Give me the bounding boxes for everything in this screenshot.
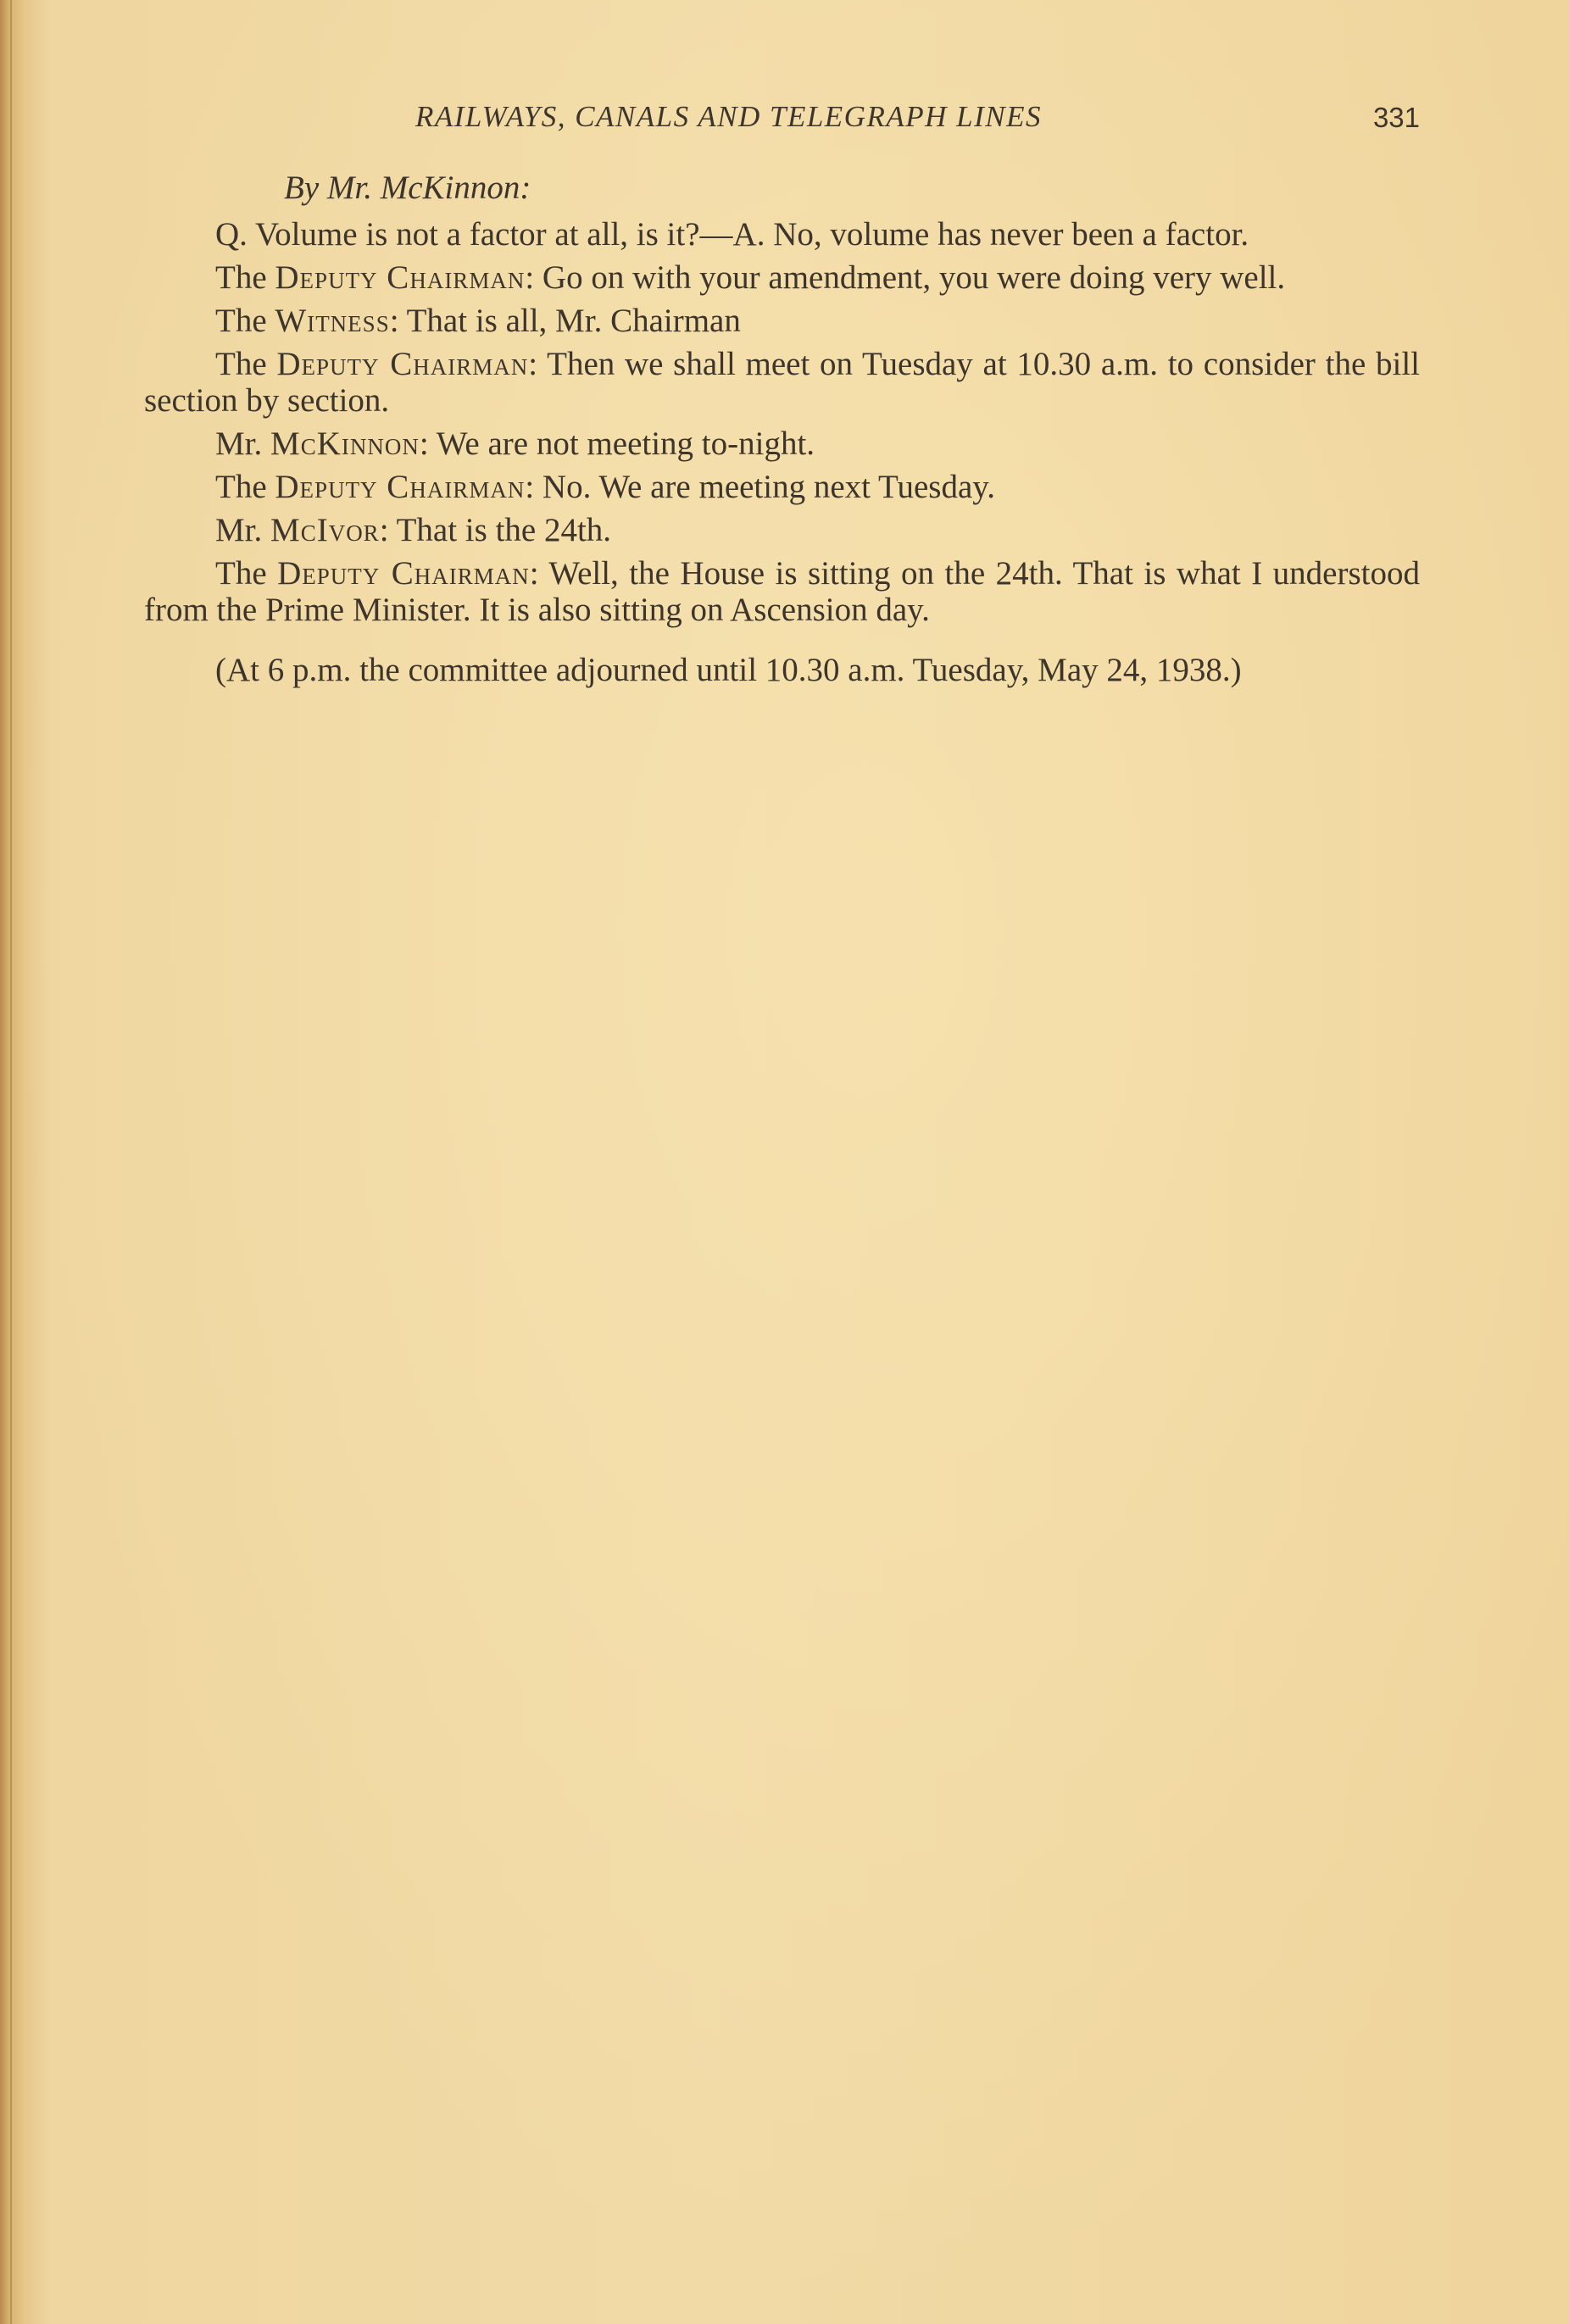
paragraph-mckinnon <box>144 425 1420 462</box>
speaker-lead: Mr. <box>215 512 271 548</box>
page-header <box>144 100 1420 151</box>
paragraph-text: Q. Volume is not a factor at all, is it?—A. No, volume has never been a factor. <box>215 216 1249 253</box>
paragraph-text: : Then we shall meet on Tuesday at 10.30 a.m. to consider the bill section by section. <box>144 346 1420 419</box>
paragraph-text: : Go on with your amendment, you were doing very well. <box>525 259 1286 296</box>
speaker-name: McIvor <box>270 512 380 548</box>
paragraph-deputy-chairman-1 <box>144 259 1420 296</box>
speaker-lead: The <box>215 469 275 505</box>
running-title: RAILWAYS, CANALS AND TELEGRAPH LINES <box>415 100 1042 133</box>
speaker-lead: The <box>215 303 275 339</box>
transcript-body <box>144 170 1420 695</box>
page-number: 331 <box>1372 102 1420 133</box>
paragraph-text: : That is all, Mr. Chairman <box>389 303 741 339</box>
speaker-name: Deputy Chairman <box>275 259 526 296</box>
speaker-name: Witness <box>275 303 390 339</box>
speaker-name: Deputy Chairman <box>277 555 530 592</box>
speaker-name: Deputy Chairman <box>276 346 529 382</box>
speaker-name: Deputy Chairman <box>275 469 526 505</box>
questioner-line: By Mr. McKinnon: <box>284 170 531 206</box>
paragraph-deputy-chairman-4 <box>144 555 1420 628</box>
page-binding-edge <box>10 0 12 2324</box>
speaker-lead: The <box>215 259 275 296</box>
paragraph-spacer <box>144 635 1420 647</box>
speaker-lead: Mr. <box>215 425 271 462</box>
paragraph-text: : That is the 24th. <box>379 512 612 548</box>
paragraph-text: : No. We are meeting next Tuesday. <box>525 469 996 505</box>
adjournment-note: (At 6 p.m. the committee adjourned until 10.30 a.m. Tuesday, May 24, 1938.) <box>215 652 1242 688</box>
paragraph-text: : Well, the House is sitting on the 24th. That is what I understood from the Prime Minister. It is also sitting on Ascension day. <box>144 555 1420 628</box>
speaker-lead: The <box>215 346 277 382</box>
speaker-name: McKinnon <box>270 425 420 462</box>
paragraph-deputy-chairman-3 <box>144 469 1420 505</box>
paragraph-mcivor <box>144 512 1420 548</box>
paragraph-text: : We are not meeting to-night. <box>419 425 815 462</box>
paragraph-witness <box>144 303 1420 339</box>
paragraph-question <box>144 216 1420 253</box>
speaker-lead: The <box>215 555 278 592</box>
paragraph-deputy-chairman-2 <box>144 346 1420 419</box>
